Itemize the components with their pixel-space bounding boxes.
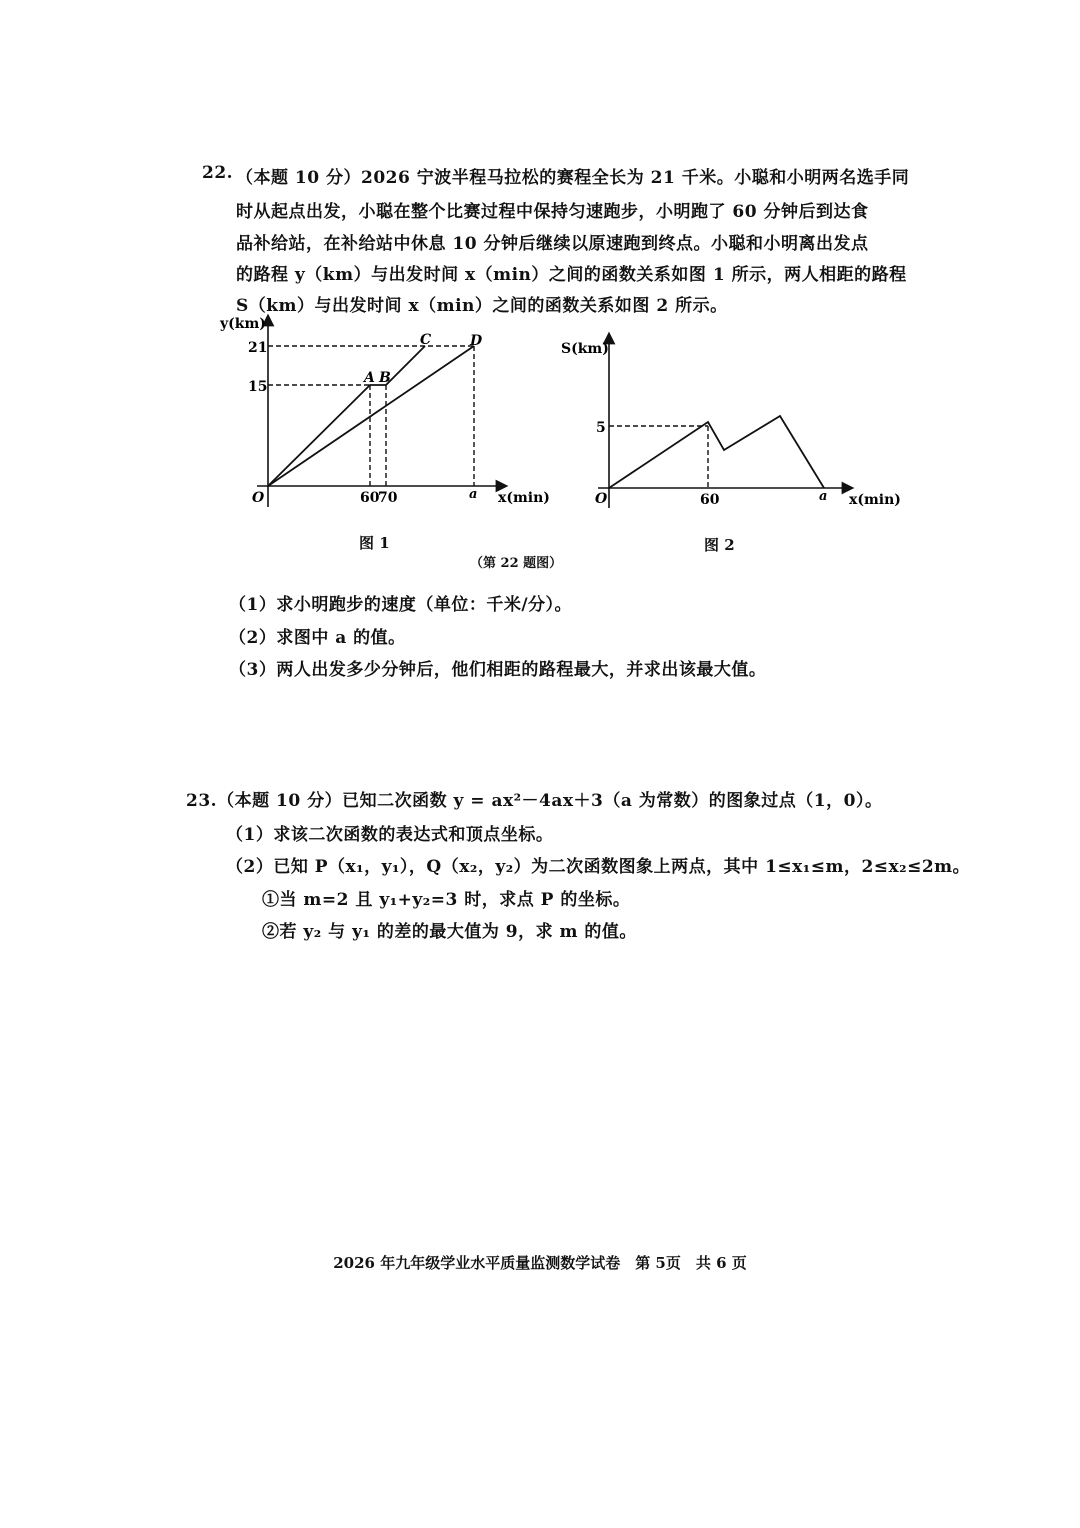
fig2-distance-line [609,416,824,488]
figure-1 [212,312,562,512]
fig1-tick-15: 15 [248,379,268,395]
fig2-tick-60: 60 [700,492,720,508]
fig2-origin: O [595,491,608,507]
fig1-point-d: D [470,333,483,349]
q22-line-5: S（km）与出发时间 x（min）之间的函数关系如图 2 所示。 [236,296,728,316]
q22-line-1: （本题 10 分）2026 宁波半程马拉松的赛程全长为 21 千米。小聪和小明两名选手同 [236,168,910,188]
fig2-caption: 图 2 [704,536,735,554]
page-footer: 2026 年九年级学业水平质量监测数学试卷 第 5页 共 6 页 [333,1254,747,1272]
q22-sub-3: （3）两人出发多少分钟后，他们相距的路程最大，并求出该最大值。 [229,660,767,680]
fig2-x-label: x(min) [849,492,901,508]
fig1-caption: 图 1 [359,534,390,552]
fig1-xiaocong-line [268,346,474,486]
q23-sub-2-part-1: ①当 m=2 且 y₁+y₂=3 时，求点 P 的坐标。 [262,890,631,910]
q23-sub-2: （2）已知 P（x₁，y₁），Q（x₂，y₂）为二次函数图象上两点，其中 1≤x₁≤m，2≤x₂≤2m。 [226,857,971,877]
q22-figure-caption: （第 22 题图） [470,556,563,571]
q22-line-4: 的路程 y（km）与出发时间 x（min）之间的函数关系如图 1 所示，两人相距的路程 [236,265,907,285]
q22-sub-2: （2）求图中 a 的值。 [229,628,406,648]
fig1-origin: O [252,490,265,506]
fig1-point-b: B [379,370,391,386]
fig1-tick-a: a [469,487,478,502]
fig1-x-label: x(min) [498,490,550,506]
q22-number: 22. [202,163,234,183]
q23-sub-2-part-2: ②若 y₂ 与 y₁ 的差的最大值为 9，求 m 的值。 [262,922,637,942]
fig1-tick-70: 70 [378,490,398,506]
fig1-tick-60: 60 [360,490,380,506]
fig2-y-label: S(km) [561,341,609,357]
fig1-point-a: A [364,370,375,386]
figure-2 [558,328,908,518]
q22-sub-1: （1）求小明跑步的速度（单位：千米/分）。 [229,595,573,615]
q22-line-3: 品补给站，在补给站中休息 10 分钟后继续以原速跑到终点。小聪和小明离出发点 [236,234,869,254]
fig1-xiaoming-line [268,346,425,486]
fig2-tick-5: 5 [596,420,606,436]
q23-stem: 23.（本题 10 分）已知二次函数 y = ax²－4ax＋3（a 为常数）的图象过点（1，0）。 [186,791,883,811]
fig2-tick-a: a [819,489,828,504]
fig1-y-label: y(km) [220,316,266,332]
fig1-point-c: C [420,332,432,348]
q23-sub-1: （1）求该二次函数的表达式和顶点坐标。 [226,825,554,845]
q22-line-2: 时从起点出发，小聪在整个比赛过程中保持匀速跑步，小明跑了 60 分钟后到达食 [236,202,869,222]
fig1-tick-21: 21 [248,340,268,356]
